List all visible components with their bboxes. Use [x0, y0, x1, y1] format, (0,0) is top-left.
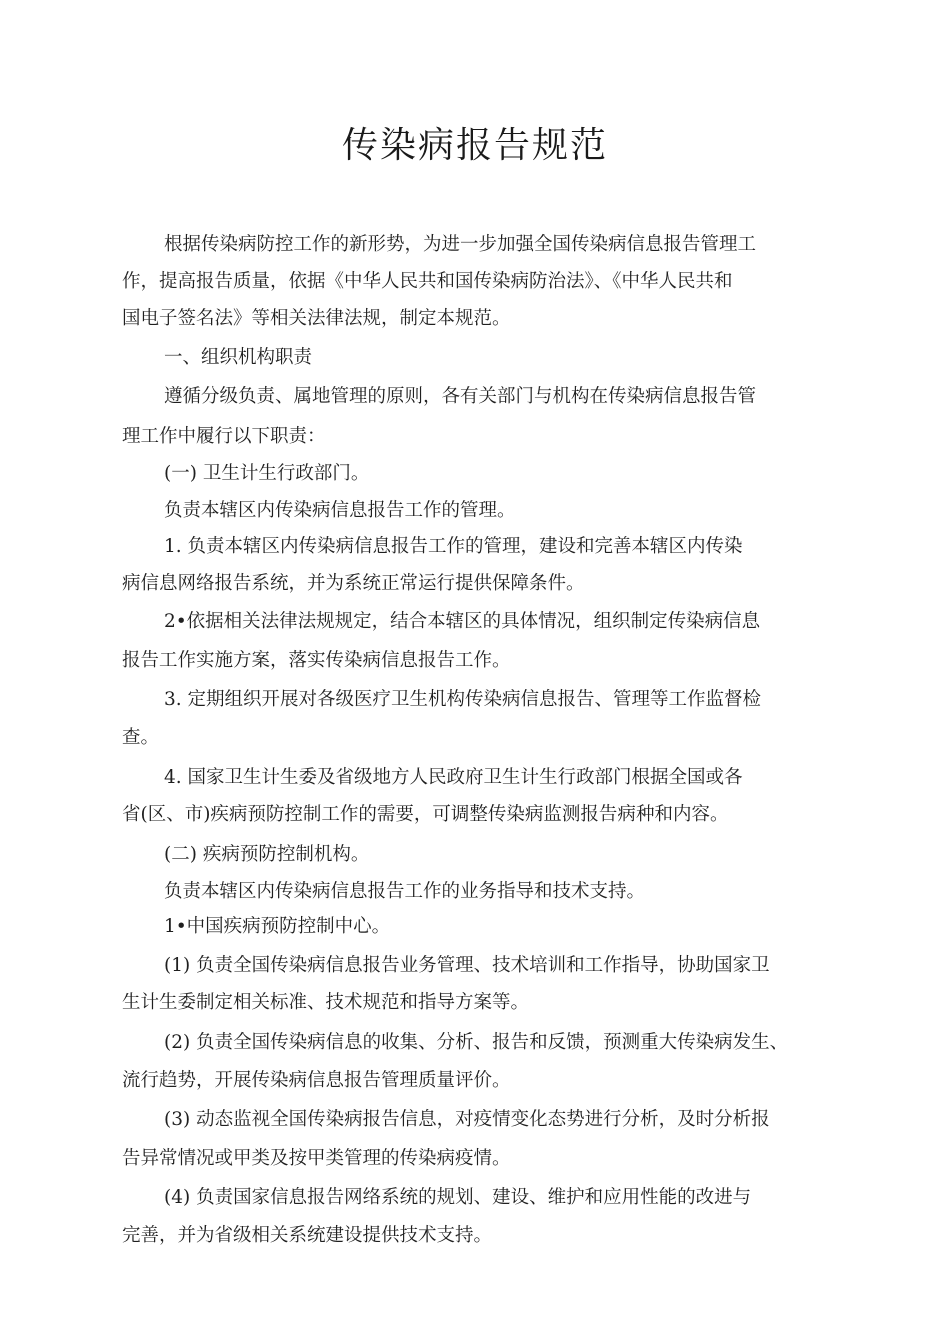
text-line: 根据传染病防控工作的新形势，为进一步加强全国传染病信息报告管理工: [164, 234, 757, 255]
list-item: 1. 负责本辖区内传染病信息报告工作的管理，建设和完善本辖区内传染: [164, 536, 743, 557]
list-item: 2•依据相关法律法规规定，结合本辖区的具体情况，组织制定传染病信息: [164, 611, 761, 632]
list-item: 3. 定期组织开展对各级医疗卫生机构传染病信息报告、管理等工作监督检: [164, 689, 762, 710]
text-line: 病信息网络报告系统，并为系统正常运行提供保障条件。: [122, 573, 585, 594]
subsection-heading: (一) 卫生计生行政部门。: [164, 463, 370, 484]
text-line: 完善，并为省级相关系统建设提供技术支持。: [122, 1225, 493, 1246]
text-line: 作，提高报告质量，依据《中华人民共和国传染病防治法》、《中华人民共和: [122, 271, 733, 292]
text-line: 理工作中履行以下职责：: [122, 426, 326, 447]
list-item: 4. 国家卫生计生委及省级地方人民政府卫生计生行政部门根据全国或各: [164, 767, 743, 788]
text-line: 负责本辖区内传染病信息报告工作的业务指导和技术支持。: [164, 881, 646, 902]
text-line: 报告工作实施方案，落实传染病信息报告工作。: [122, 650, 511, 671]
text-line: 查。: [122, 727, 160, 748]
text-line: 生计生委制定相关标准、技术规范和指导方案等。: [122, 992, 530, 1013]
document-title: 传染病报告规范: [341, 125, 608, 166]
subsection-heading: (二) 疾病预防控制机构。: [164, 844, 370, 865]
list-item: (4) 负责国家信息报告网络系统的规划、建设、维护和应用性能的改进与: [164, 1187, 752, 1208]
section-heading: 一、组织机构职责: [164, 347, 313, 368]
list-item: 1•中国疾病预防控制中心。: [164, 916, 391, 937]
list-item: (1) 负责全国传染病信息报告业务管理、技术培训和工作指导，协助国家卫: [164, 955, 770, 976]
text-line: 遵循分级负责、属地管理的原则，各有关部门与机构在传染病信息报告管: [164, 386, 757, 407]
text-line: 负责本辖区内传染病信息报告工作的管理。: [164, 500, 516, 521]
list-item: (3) 动态监视全国传染病报告信息，对疫情变化态势进行分析，及时分析报: [164, 1109, 770, 1130]
list-item: (2) 负责全国传染病信息的收集、分析、报告和反馈，预测重大传染病发生、: [164, 1032, 789, 1053]
text-line: 流行趋势，开展传染病信息报告管理质量评价。: [122, 1070, 511, 1091]
text-line: 告异常情况或甲类及按甲类管理的传染病疫情。: [122, 1148, 511, 1169]
text-line: 国电子签名法》等相关法律法规，制定本规范。: [122, 308, 511, 329]
text-line: 省(区、市)疾病预防控制工作的需要，可调整传染病监测报告病种和内容。: [122, 804, 729, 825]
